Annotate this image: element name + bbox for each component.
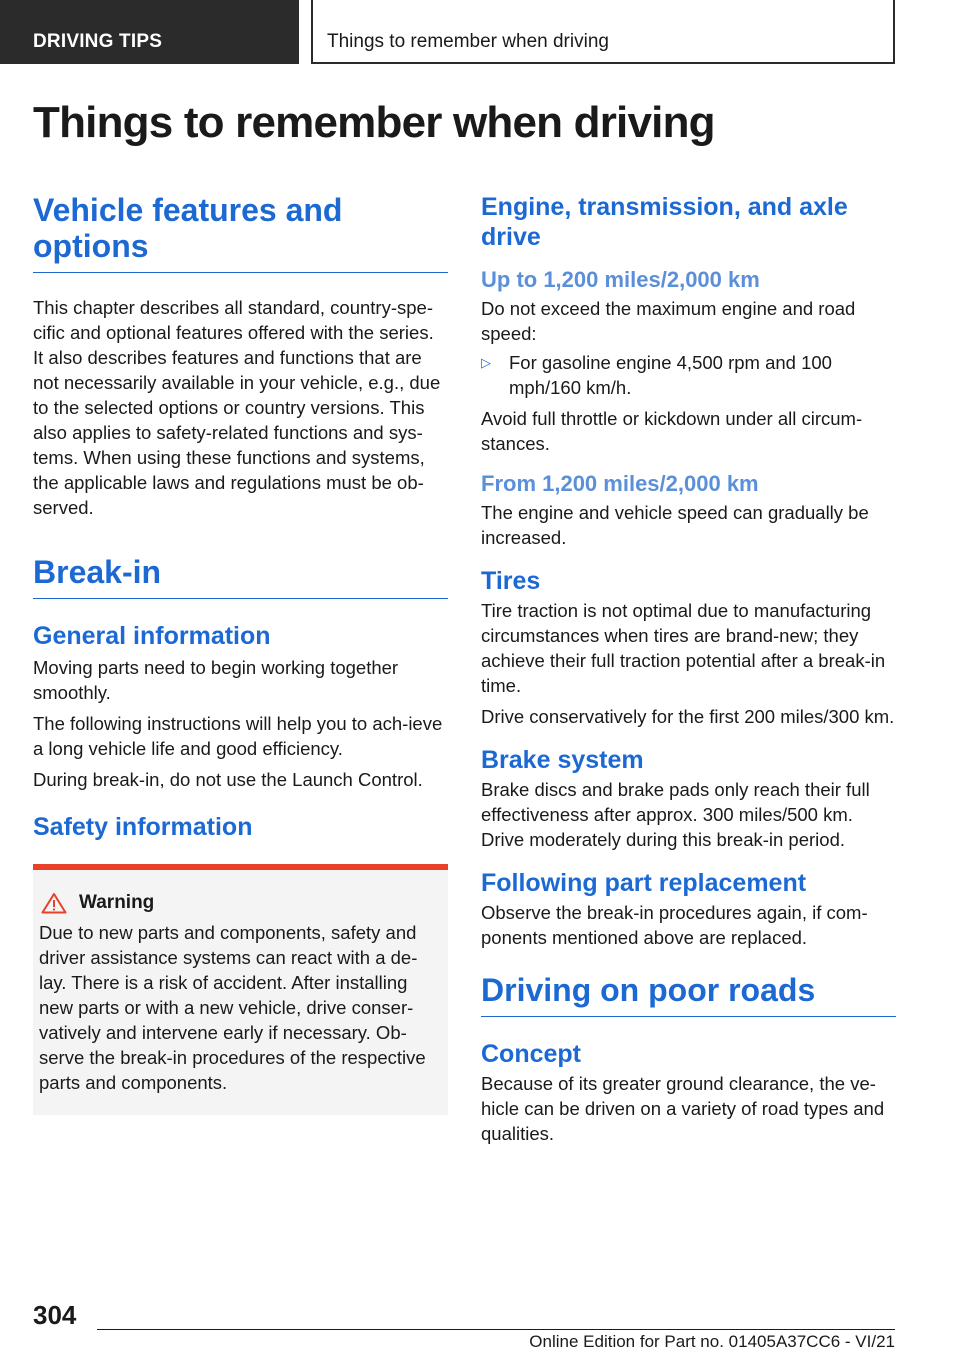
- section-tab: Things to remember when driving: [311, 0, 895, 64]
- poor-roads-heading: Driving on poor roads: [481, 972, 896, 1017]
- up-to-heading: Up to 1,200 miles/2,000 km: [481, 267, 760, 292]
- tires-text-2: Drive conservatively for the first 200 miles/300 km.: [481, 706, 895, 727]
- general-info-p2: The following instructions will help you to ach-ieve a long vehicle life and good efficiency.: [33, 713, 443, 759]
- from-text: The engine and vehicle speed can gradually be increased.: [481, 502, 869, 548]
- warning-text: Due to new parts and components, safety and driver assistance systems can react with a de-lay. There is a risk of accident. After installing new parts or with a new vehicle, drive conser-vatively and intervene early if necessary. Ob-serve the break-in procedures of the respective parts and components.: [39, 922, 426, 1093]
- warning-header: [39, 892, 442, 914]
- bullet-text: For gasoline engine 4,500 rpm and 100 mph/160 km/h.: [509, 352, 832, 398]
- right-column: [481, 192, 896, 1146]
- edition-text: Online Edition for Part no. 01405A37CC6 - VI/21: [529, 1332, 895, 1351]
- warning-label: Warning: [79, 892, 155, 913]
- brake-system-text: Brake discs and brake pads only reach their full effectiveness after approx. 300 miles/500 km. Drive moderately during this break-in period.: [481, 779, 870, 850]
- break-in-heading: Break-in: [33, 554, 448, 599]
- following-part-text: Observe the break-in procedures again, if com-ponents mentioned above are replaced.: [481, 902, 868, 948]
- vehicle-features-heading: Vehicle features and options: [33, 192, 448, 273]
- tires-heading: Tires: [481, 567, 541, 595]
- warning-triangle-icon: [41, 892, 67, 914]
- general-info-p3: During break-in, do not use the Launch Control.: [33, 769, 423, 790]
- concept-heading: Concept: [481, 1040, 581, 1068]
- page-number: 304: [33, 1300, 77, 1330]
- up-to-text-2: Avoid full throttle or kickdown under all circum-stances.: [481, 408, 863, 454]
- safety-information-heading: Safety information: [33, 813, 253, 841]
- concept-text: Because of its greater ground clearance, the ve-hicle can be driven on a variety of road types and qualities.: [481, 1073, 885, 1144]
- up-to-text-1: Do not exceed the maximum engine and road speed:: [481, 298, 856, 344]
- brake-system-heading: Brake system: [481, 746, 644, 774]
- engine-heading: Engine, transmission, and axle drive: [481, 193, 848, 251]
- list-item: [481, 350, 896, 400]
- vehicle-features-text: This chapter describes all standard, country-spe-cific and optional features offered with the series. It also describes features and functions that are not necessarily available in your vehicle, e.g., due to the selected options or country versions. This also applies to safety-related functions and sys-tems. When using these functions and systems, the applicable laws and regulations must be ob-served.: [33, 297, 441, 518]
- general-info-p1: Moving parts need to begin working together smoothly.: [33, 657, 399, 703]
- tires-text-1: Tire traction is not optimal due to manufacturing circumstances when tires are brand-new; they achieve their full traction potential after a break-in time.: [481, 600, 886, 696]
- chapter-tab: DRIVING TIPS: [0, 0, 299, 64]
- following-part-heading: Following part replacement: [481, 869, 807, 897]
- page-title: Things to remember when driving: [33, 98, 715, 147]
- footer-divider: [97, 1329, 895, 1330]
- page-header: [0, 0, 960, 66]
- bullet-triangle-icon: ▷: [481, 355, 491, 370]
- general-information-heading: General information: [33, 622, 271, 650]
- from-heading: From 1,200 miles/2,000 km: [481, 471, 759, 496]
- warning-box: [33, 864, 448, 1115]
- page-footer: [0, 1290, 960, 1362]
- left-column: [33, 192, 448, 1115]
